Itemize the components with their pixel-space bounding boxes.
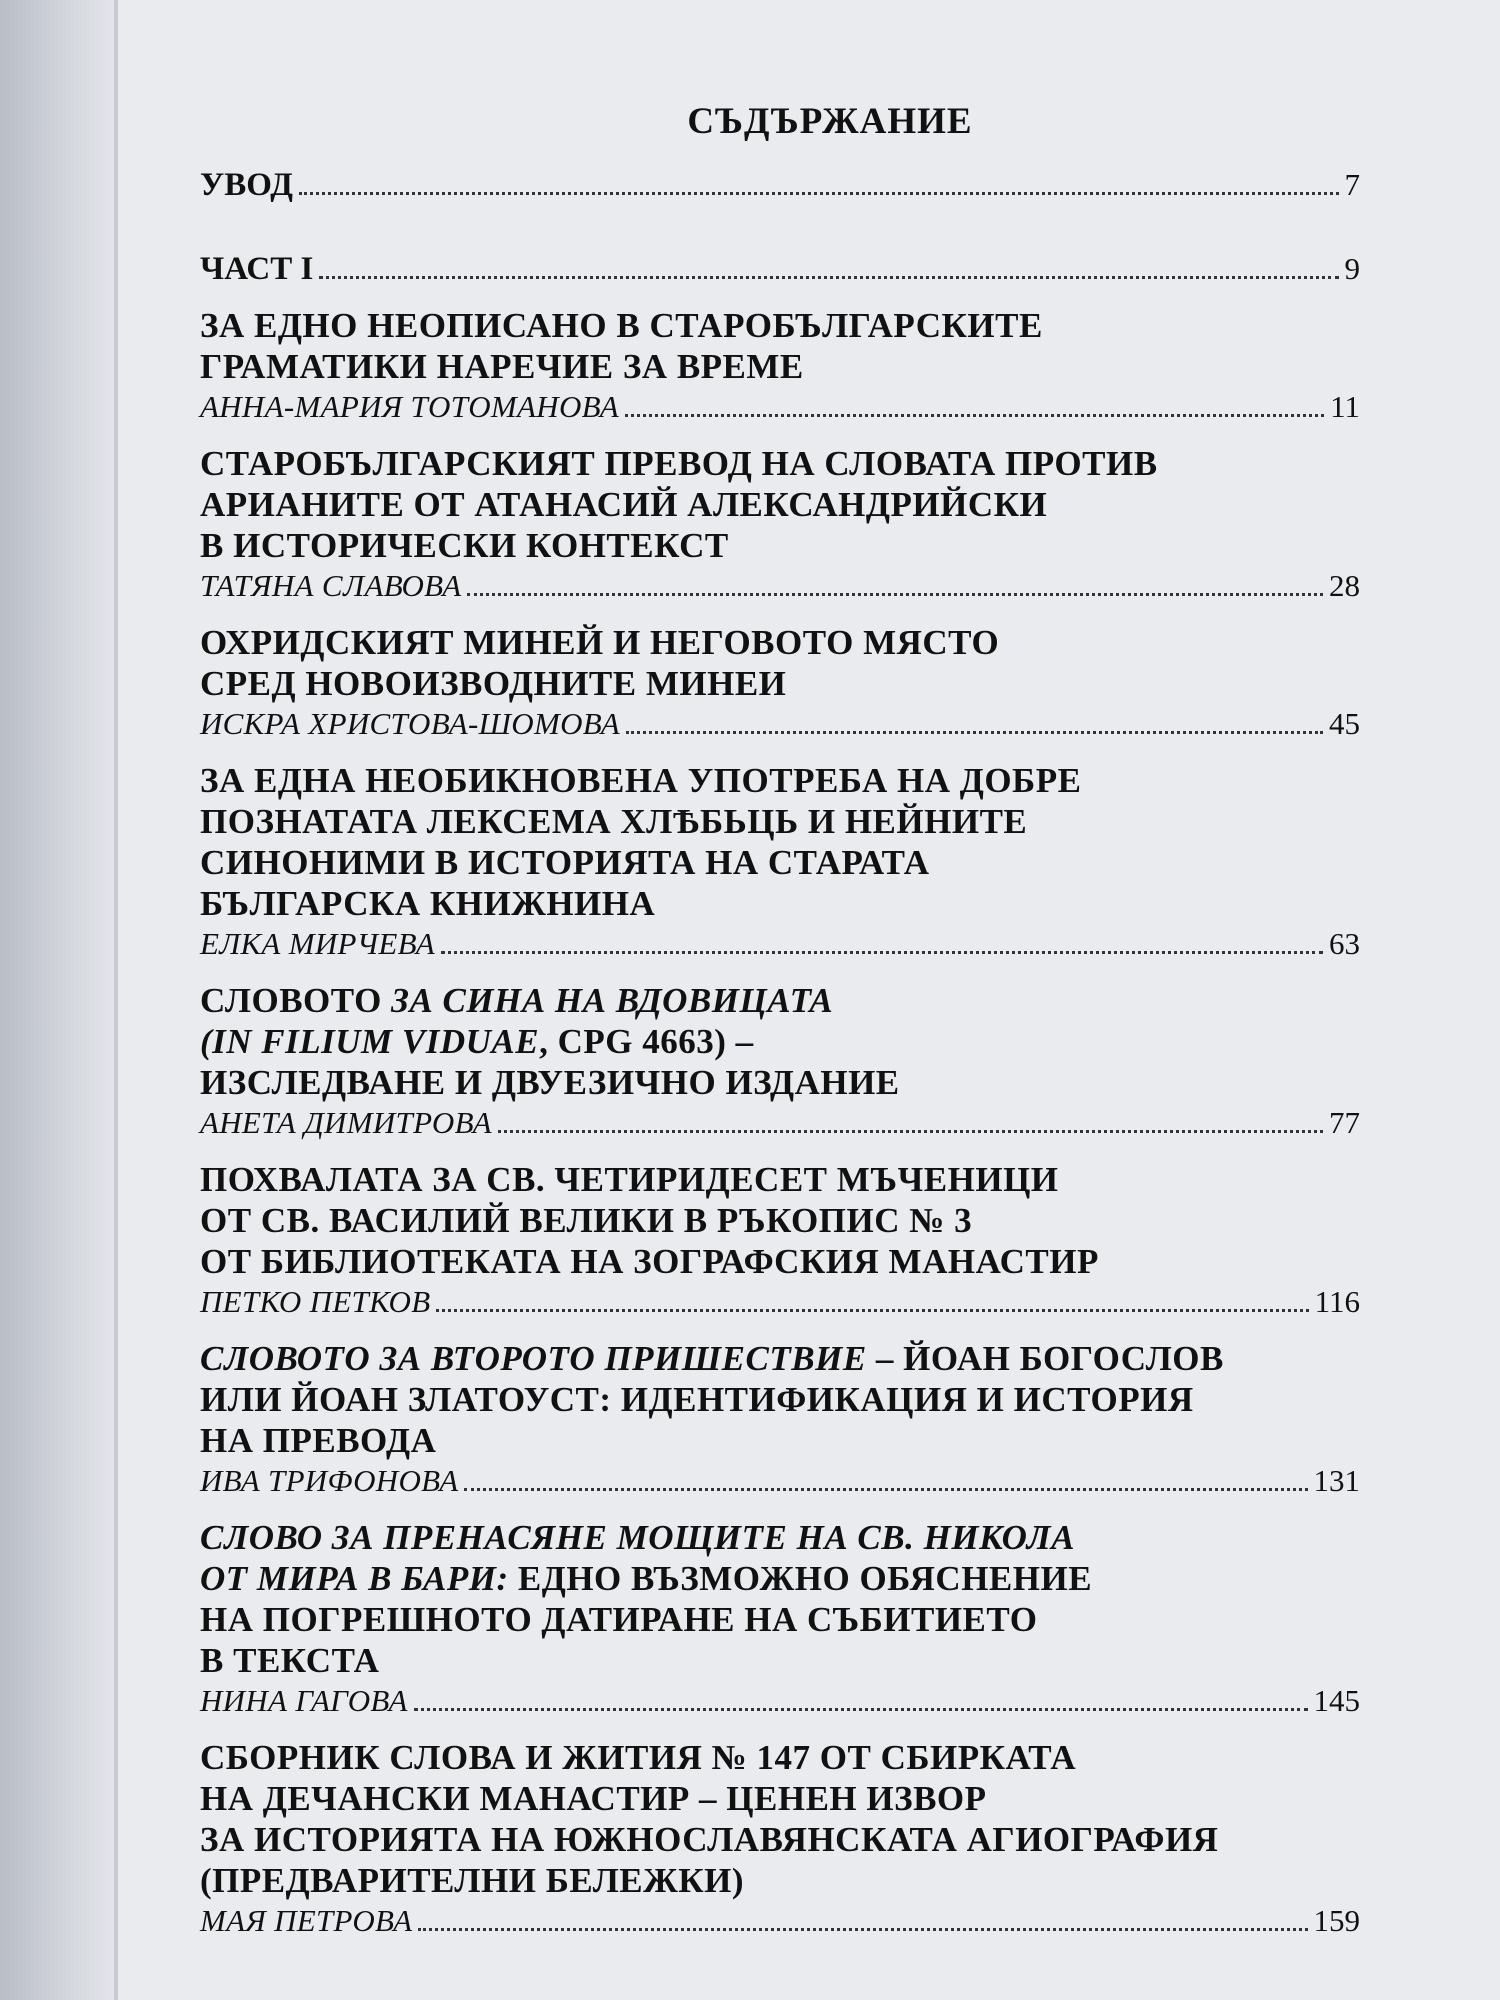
title-segment: , CPG 4663) – [539, 1022, 754, 1061]
dot-leader [625, 413, 1324, 417]
book-gutter [0, 0, 118, 2000]
title-segment: СИНОНИМИ В ИСТОРИЯТА НА СТАРАТА [200, 843, 930, 882]
page-title: СЪДЪРЖАНИЕ [687, 101, 973, 142]
entry-author: АНЕТА ДИМИТРОВА [200, 1105, 492, 1140]
entry-title-line [200, 1021, 1360, 1062]
toc-entry [200, 1159, 1360, 1322]
entry-title [200, 443, 1360, 566]
toc-entry [200, 1737, 1360, 1941]
entry-title-line [200, 760, 1360, 801]
italic-title-segment: ОТ МИРА В БАРИ: [200, 1559, 509, 1598]
entry-title-line [200, 801, 1360, 842]
entry-author: ЕЛКА МИРЧЕВА [200, 926, 435, 961]
part-label: ЧАСТ I [200, 251, 314, 287]
toc-row [200, 1103, 1360, 1143]
entry-title-line [200, 346, 1360, 387]
title-segment: ИЗСЛЕДВАНЕ И ДВУЕЗИЧНО ИЗДАНИЕ [200, 1063, 900, 1102]
title-segment: (ПРЕДВАРИТЕЛНИ БЕЛЕЖКИ) [200, 1861, 745, 1900]
title-segment: ЗА ЕДНО НЕОПИСАНО В СТАРОБЪЛГАРСКИТЕ [200, 306, 1043, 345]
title-segment: СБОРНИК СЛОВА И ЖИТИЯ № 147 ОТ СБИРКАТА [200, 1738, 1077, 1777]
toc-entry [200, 622, 1360, 744]
entry-author: МАЯ ПЕТРОВА [200, 1903, 413, 1938]
entry-title-line [200, 1860, 1360, 1901]
entry-title-line [200, 1159, 1360, 1200]
toc-row [200, 1461, 1360, 1501]
page-number: 45 [1329, 706, 1360, 741]
title-segment: ЗА ИСТОРИЯТА НА ЮЖНОСЛАВЯНСКАТА АГИОГРАФИЯ [200, 1820, 1219, 1859]
entry-title-line [200, 1062, 1360, 1103]
entry-title-line [200, 1558, 1360, 1599]
page-number: 116 [1314, 1284, 1360, 1319]
toc-row [200, 387, 1360, 427]
dot-leader [441, 950, 1323, 954]
toc-row [200, 249, 1360, 289]
title-segment: ОТ СВ. ВАСИЛИЙ ВЕЛИКИ В РЪКОПИС № 3 [200, 1201, 973, 1240]
entry-title [200, 305, 1360, 387]
entry-author: НИНА ГАГОВА [200, 1683, 408, 1718]
title-segment: ПОХВАЛАТА ЗА СВ. ЧЕТИРИДЕСЕТ МЪЧЕНИЦИ [200, 1160, 1059, 1199]
italic-title-segment: (IN FILIUM VIDUAE [200, 1022, 540, 1061]
dot-leader [299, 191, 1339, 195]
page-number: 7 [1344, 167, 1360, 202]
dot-leader [319, 275, 1338, 279]
toc-entries [200, 305, 1360, 1941]
entry-title-line [200, 1778, 1360, 1819]
dot-leader [464, 1487, 1307, 1491]
entry-author: ИСКРА ХРИСТОВА-ШОМОВА [200, 706, 621, 741]
toc-entry-part [200, 249, 1360, 289]
entry-title-line [200, 1420, 1360, 1461]
toc-row [200, 704, 1360, 744]
entry-title-line [200, 1338, 1360, 1379]
dot-leader [418, 1927, 1307, 1931]
entry-title-line [200, 443, 1360, 484]
entry-title-line [200, 883, 1360, 924]
page-number: 159 [1313, 1903, 1360, 1938]
page-number: 11 [1330, 389, 1360, 424]
toc-row [200, 1282, 1360, 1322]
page-number: 131 [1313, 1463, 1360, 1498]
entry-author: ТАТЯНА СЛАВОВА [200, 568, 462, 603]
title-segment: АРИАНИТЕ ОТ АТАНАСИЙ АЛЕКСАНДРИЙСКИ [200, 485, 1048, 524]
entry-title-line [200, 1819, 1360, 1860]
entry-title-line [200, 484, 1360, 525]
toc-entry [200, 305, 1360, 427]
dot-leader [436, 1308, 1308, 1312]
page-number: 77 [1329, 1105, 1360, 1140]
entry-title [200, 1338, 1360, 1461]
entry-title-line [200, 622, 1360, 663]
entry-title [200, 1159, 1360, 1282]
title-segment: НА ПОГРЕШНОТО ДАТИРАНЕ НА СЪБИТИЕТО [200, 1600, 1038, 1639]
entry-title-line [200, 980, 1360, 1021]
entry-title-line [200, 1379, 1360, 1420]
italic-title-segment: ЗА СИНА НА ВДОВИЦАТА [391, 981, 834, 1020]
entry-title-line [200, 1517, 1360, 1558]
title-segment: СЛОВОТО [200, 981, 392, 1020]
dot-leader [414, 1707, 1308, 1711]
entry-author: ИВА ТРИФОНОВА [200, 1463, 459, 1498]
entry-author: ПЕТКО ПЕТКОВ [200, 1284, 431, 1319]
title-segment: ЗА ЕДНА НЕОБИКНОВЕНА УПОТРЕБА НА ДОБРЕ [200, 761, 1082, 800]
toc-row [200, 1681, 1360, 1721]
title-segment: СТАРОБЪЛГАРСКИЯТ ПРЕВОД НА СЛОВАТА ПРОТИВ [200, 444, 1158, 483]
toc-row [200, 924, 1360, 964]
toc-entry [200, 1517, 1360, 1721]
entry-title [200, 760, 1360, 924]
title-segment: НА ПРЕВОДА [200, 1421, 437, 1460]
toc-row [200, 1901, 1360, 1941]
entry-title-line [200, 663, 1360, 704]
table-of-contents [200, 100, 1360, 1957]
dot-leader [498, 1129, 1323, 1133]
title-segment: В ИСТОРИЧЕСКИ КОНТЕКСТ [200, 526, 729, 565]
page-number: 145 [1313, 1683, 1360, 1718]
entry-author: АННА-МАРИЯ ТОТОМАНОВА [200, 389, 619, 424]
toc-entry [200, 760, 1360, 964]
entry-title [200, 622, 1360, 704]
entry-title-line [200, 1737, 1360, 1778]
entry-title-line [200, 1640, 1360, 1681]
title-segment: НА ДЕЧАНСКИ МАНАСТИР – ЦЕНЕН ИЗВОР [200, 1779, 987, 1818]
title-segment: ОХРИДСКИЯТ МИНЕЙ И НЕГОВОТО МЯСТО [200, 623, 1000, 662]
toc-row [200, 566, 1360, 606]
entry-title-line [200, 1599, 1360, 1640]
entry-title-line [200, 305, 1360, 346]
title-segment: ПОЗНАТАТА ЛЕКСЕМА ХЛѢБЬЦЬ И НЕЙНИТЕ [200, 802, 1028, 841]
entry-title-line [200, 1241, 1360, 1282]
italic-title-segment: СЛОВОТО ЗА ВТОРОТО ПРИШЕСТВИЕ [200, 1339, 867, 1378]
title-segment: ЕДНО ВЪЗМОЖНО ОБЯСНЕНИЕ [508, 1559, 1093, 1598]
toc-entry [200, 443, 1360, 606]
title-segment: – ЙОАН БОГОСЛОВ [866, 1339, 1224, 1378]
title-segment: В ТЕКСТА [200, 1641, 380, 1680]
title-segment: БЪЛГАРСКА КНИЖНИНА [200, 884, 656, 923]
title-segment: СРЕД НОВОИЗВОДНИТЕ МИНЕИ [200, 664, 787, 703]
entry-title [200, 1517, 1360, 1681]
page-number: 63 [1329, 926, 1360, 961]
dot-leader [467, 592, 1323, 596]
entry-title [200, 980, 1360, 1103]
toc-entry [200, 1338, 1360, 1501]
title-segment: ИЛИ ЙОАН ЗЛАТОУСТ: ИДЕНТИФИКАЦИЯ И ИСТОРИЯ [200, 1380, 1194, 1419]
entry-title-line [200, 525, 1360, 566]
page-number: 9 [1344, 251, 1360, 286]
toc-row [200, 165, 1360, 205]
title-segment: ОТ БИБЛИОТЕКАТА НА ЗОГРАФСКИЯ МАНАСТИР [200, 1242, 1099, 1281]
entry-title-line [200, 1200, 1360, 1241]
entry-title [200, 1737, 1360, 1901]
page-number: 28 [1329, 568, 1360, 603]
intro-label: УВОД [200, 167, 293, 203]
toc-entry-intro [200, 165, 1360, 205]
italic-title-segment: СЛОВО ЗА ПРЕНАСЯНЕ МОЩИТЕ НА СВ. НИКОЛА [200, 1518, 1075, 1557]
dot-leader [626, 730, 1323, 734]
toc-entry [200, 980, 1360, 1143]
title-segment: ГРАМАТИКИ НАРЕЧИЕ ЗА ВРЕМЕ [200, 347, 804, 386]
entry-title-line [200, 842, 1360, 883]
